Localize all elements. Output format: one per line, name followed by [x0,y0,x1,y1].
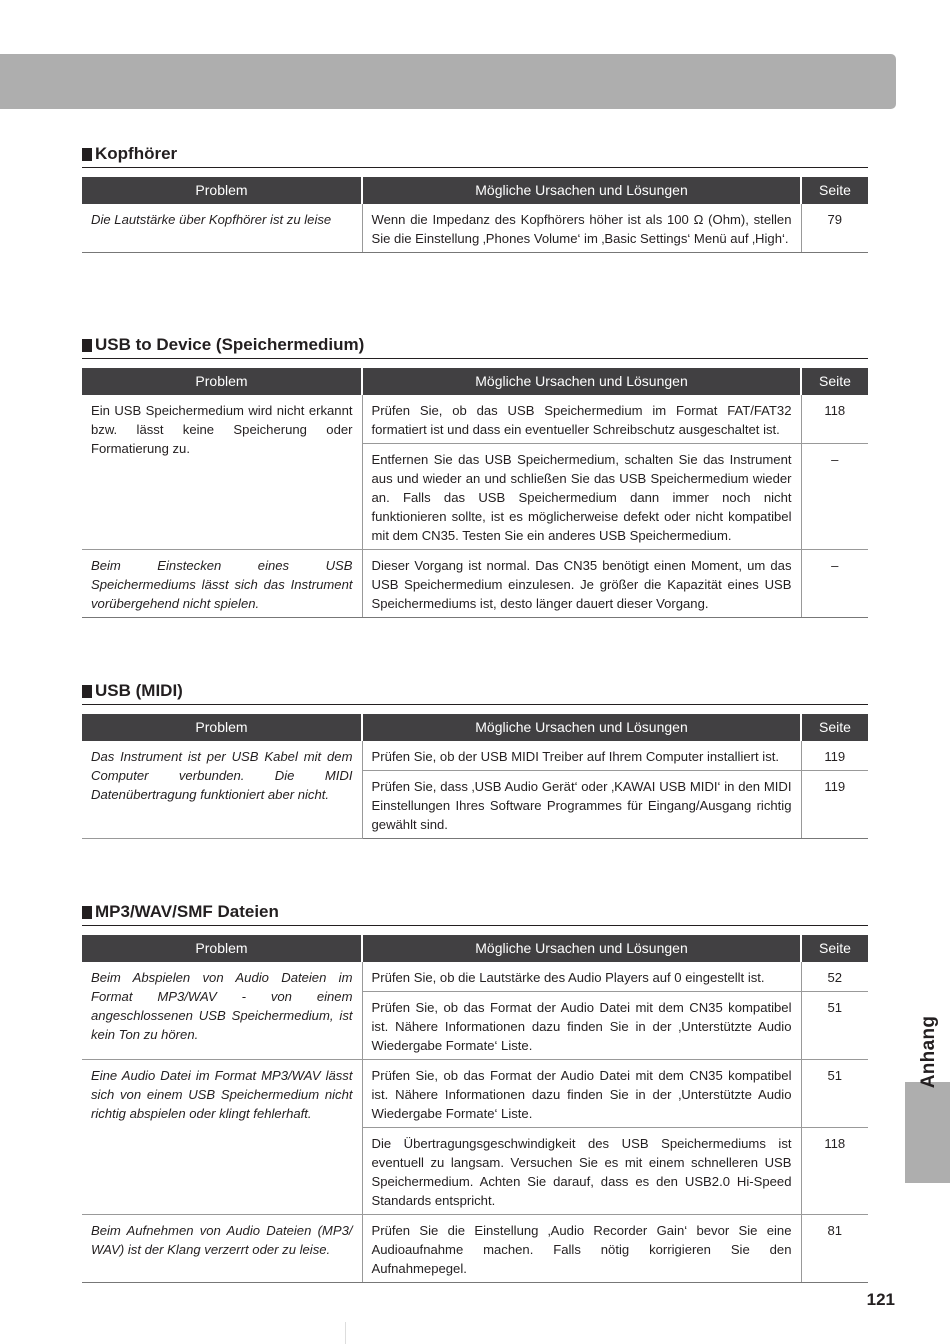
header-bar [0,54,896,109]
chapter-tab [905,1082,950,1183]
solution-cell: Prüfen Sie, ob die Lautstärke des Audio Players auf 0 eingestellt ist. [362,962,801,992]
column-header-problem: Problem [82,714,362,741]
solution-cell: Dieser Vorgang ist normal. Das CN35 benötigt einen Moment, um das USB Speichermedium einzulesen. Je größer die Kapazität eines USB Speichermediums ist, desto länger dauert dieser Vorgang. [362,550,801,618]
column-header-solution: Mögliche Ursachen und Lösungen [362,935,801,962]
table-row [82,204,868,253]
section-title: USB (MIDI) [95,681,183,700]
column-header-page: Seite [801,177,868,204]
page-reference-cell: 51 [801,1060,868,1128]
column-header-solution: Mögliche Ursachen und Lösungen [362,177,801,204]
column-header-problem: Problem [82,368,362,395]
problem-cell: Beim Abspielen von Audio Dateien im Format MP3/WAV - von einem angeschlossenen USB Speichermedium, ist kein Ton zu hören. [82,962,362,1060]
problem-cell: Beim Einstecken eines USB Speichermediums lässt sich das Instrument vorübergehend nicht spielen. [82,550,362,618]
problem-cell: Die Lautstärke über Kopfhörer ist zu leise [82,204,362,253]
column-header-page: Seite [801,368,868,395]
section-heading [82,899,868,926]
page-reference-cell: 119 [801,771,868,839]
section [82,141,868,253]
table-row [82,1215,868,1283]
heading-square-icon [82,685,92,698]
column-header-solution: Mögliche Ursachen und Lösungen [362,714,801,741]
heading-square-icon [82,906,92,919]
table-row [82,741,868,771]
problem-cell: Eine Audio Datei im Format MP3/WAV lässt sich von einem USB Speichermedium nicht richtig abspielen oder klingt fehlerhaft. [82,1060,362,1215]
page-reference-cell: 119 [801,741,868,771]
section-heading [82,332,868,359]
chapter-tab-label: Anhang [918,1015,939,1089]
solution-cell: Prüfen Sie die Einstellung ‚Audio Recorder Gain‘ bevor Sie eine Audioaufnahme machen. Falls nötig korrigieren Sie den Aufnahmepegel. [362,1215,801,1283]
section-heading [82,678,868,705]
page-reference-cell: 118 [801,395,868,444]
problem-cell: Beim Aufnehmen von Audio Dateien (MP3/ WAV) ist der Klang verzerrt oder zu leise. [82,1215,362,1283]
page-reference-cell: 51 [801,992,868,1060]
section-title: Kopfhörer [95,144,178,163]
section-heading [82,141,868,168]
section [82,899,868,1283]
solution-cell: Prüfen Sie, ob das USB Speichermedium im Format FAT/FAT32 formatiert ist und dass ein eventueller Schreibschutz ausgeschaltet ist. [362,395,801,444]
troubleshooting-table [82,935,868,1283]
troubleshooting-table [82,714,868,839]
footer-rule [345,1322,346,1344]
page-reference-cell: – [801,444,868,550]
table-row [82,550,868,618]
page-reference-cell: 81 [801,1215,868,1283]
solution-cell: Die Übertragungsgeschwindigkeit des USB Speichermediums ist eventuell zu langsam. Versuchen Sie es mit einem schnelleren USB Speichermedium. Achten Sie darauf, dass es den USB2.0 Hi-Speed Standards entspricht. [362,1128,801,1215]
problem-cell: Das Instrument ist per USB Kabel mit dem Computer verbunden. Die MIDI Datenübertragung funktioniert aber nicht. [82,741,362,839]
table-row [82,395,868,444]
heading-square-icon [82,339,92,352]
section [82,678,868,839]
column-header-solution: Mögliche Ursachen und Lösungen [362,368,801,395]
section [82,332,868,618]
column-header-problem: Problem [82,177,362,204]
page-reference-cell: 52 [801,962,868,992]
solution-cell: Wenn die Impedanz des Kopfhörers höher ist als 100 Ω (Ohm), stellen Sie die Einstellung ‚Phones Volume‘ im ‚Basic Settings‘ Menü auf ‚High‘. [362,204,801,253]
solution-cell: Entfernen Sie das USB Speichermedium, schalten Sie das Instrument aus und wieder an und schließen Sie das USB Speichermedium wieder an. Falls das USB Speichermedium dann immer noch nicht funktionieren sollte, ist es möglicherweise defekt oder nicht kompatibel mit dem CN35. Testen Sie ein anderes USB Speichermedium. [362,444,801,550]
solution-cell: Prüfen Sie, dass ‚USB Audio Gerät‘ oder ‚KAWAI USB MIDI‘ in den MIDI Einstellungen Ihres Software Programmes für Eingang/Ausgang richtig gewählt sind. [362,771,801,839]
solution-cell: Prüfen Sie, ob das Format der Audio Datei mit dem CN35 kompatibel ist. Nähere Informationen dazu finden Sie in der ‚Unterstützte Audio Wiedergabe Formate‘ Liste. [362,992,801,1060]
page-reference-cell: 79 [801,204,868,253]
heading-square-icon [82,148,92,161]
column-header-page: Seite [801,935,868,962]
solution-cell: Prüfen Sie, ob das Format der Audio Datei mit dem CN35 kompatibel ist. Nähere Informationen dazu finden Sie in der ‚Unterstützte Audio Wiedergabe Formate‘ Liste. [362,1060,801,1128]
page-number: 121 [866,1290,895,1309]
page-reference-cell: 118 [801,1128,868,1215]
section-title: USB to Device (Speichermedium) [95,335,365,354]
column-header-problem: Problem [82,935,362,962]
troubleshooting-table [82,177,868,253]
table-row [82,1060,868,1128]
troubleshooting-table [82,368,868,618]
section-title: MP3/WAV/SMF Dateien [95,902,279,921]
table-row [82,962,868,992]
column-header-page: Seite [801,714,868,741]
problem-cell: Ein USB Speichermedium wird nicht erkannt bzw. lässt keine Speicherung oder Formatierung zu. [82,395,362,550]
page-reference-cell: – [801,550,868,618]
solution-cell: Prüfen Sie, ob der USB MIDI Treiber auf Ihrem Computer installiert ist. [362,741,801,771]
